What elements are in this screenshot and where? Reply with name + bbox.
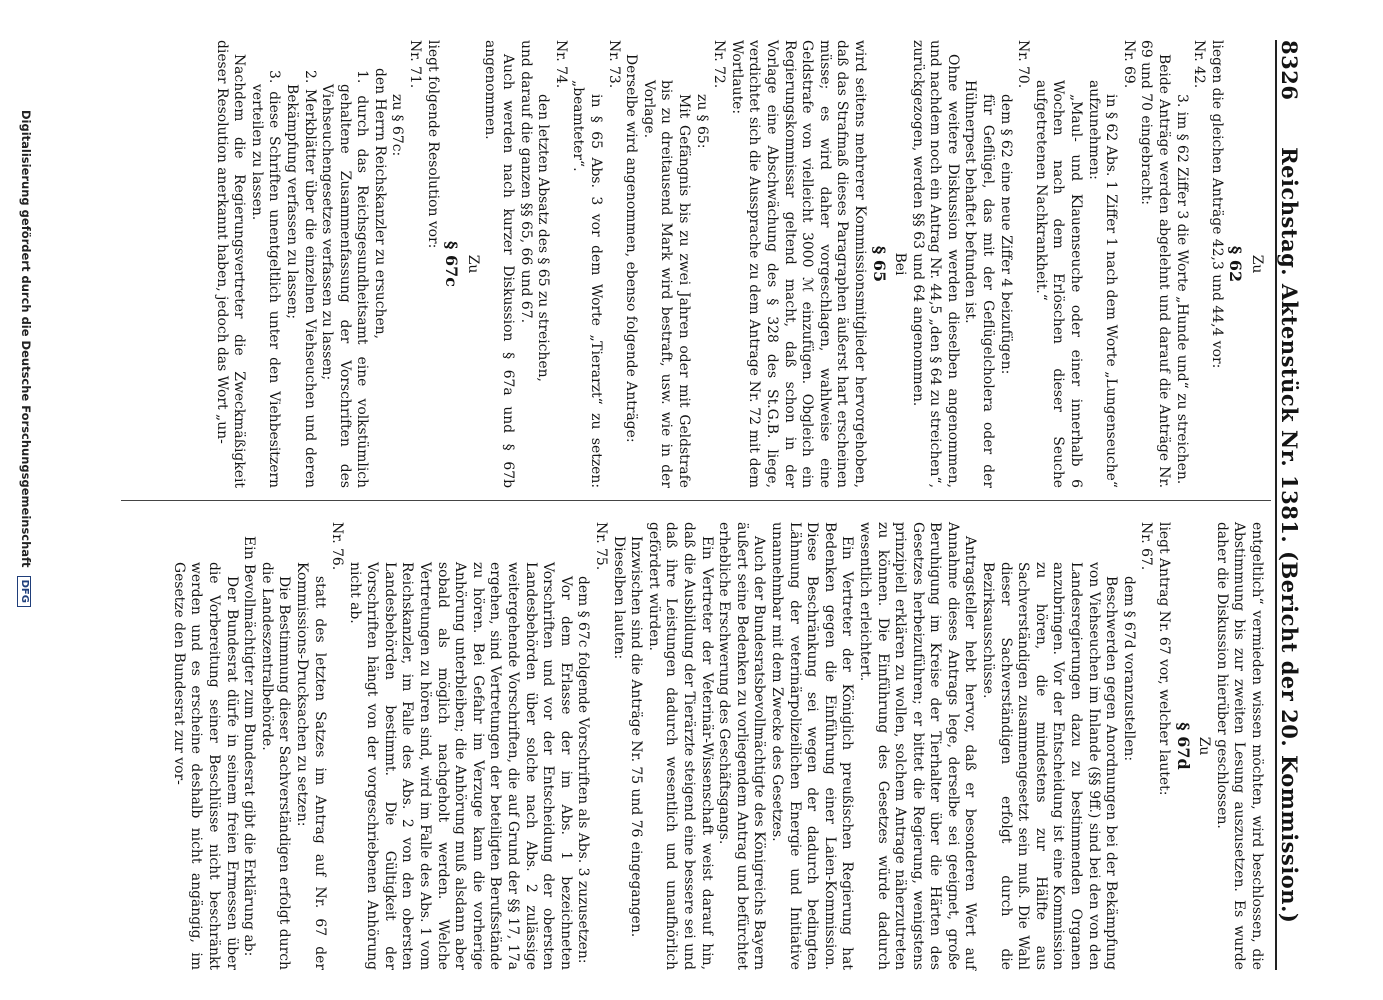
motion-text: statt des letzten Satzes im Antrag auf Nr. 67 der Kommissions-Drucksachen zu setzen: [293, 562, 328, 970]
heading-zu: Zu [464, 254, 481, 274]
paragraph: Dieselben lauten: [610, 536, 627, 660]
section-heading-65: § 65 [869, 245, 889, 283]
paragraph: und darauf die ganzen §§ 65, 66 und 67. [517, 40, 534, 323]
motion-number: Nr. 70. [1015, 40, 1032, 89]
motion-text: Mit Gefängnis bis zu zwei Jahren oder mit Geldstrafe bis zu dreitausend Mark wird bestraft, usw. wie in der Vorlage. [640, 80, 692, 488]
digitization-credit [17, 110, 33, 1000]
paragraph: liegt folgende Resolution vor: [424, 40, 441, 249]
heading-zu: Zu [1196, 736, 1213, 756]
motion-text: in § 62 Abs. 1 Ziffer 1 nach dem Worte „Lungenseuche“ aufzunehmen: [1085, 80, 1120, 488]
page-number: 8326 [1277, 40, 1302, 101]
motion-number: Nr. 75. [593, 522, 610, 571]
dfg-logo: DFG [17, 576, 31, 607]
motion-number: Nr. 69. [1120, 40, 1137, 89]
heading-zu: Zu [1249, 254, 1265, 274]
paragraph: Beide Anträge werden abgelehnt und darauf die Anträge Nr. 69 und 70 eingebracht: [1138, 40, 1173, 488]
paragraph: wird seitens mehrerer Kommissionsmitglieder hervorgehoben, daß das Strafmaß dieses Paragraphen äußerst hart erscheinen müsse; es wird daher vorgeschlagen, wahlweise eine Geldstrafe von vielleicht 3000 ℳ einzufügen. Obgleich ein Regierungskommissar geltend macht, daß schon in der Vorlage eine Abschwächung des § 328 des St.G.B. liege, verdichtet sich die Aussprache zu dem Antrage Nr. 72 mit dem Wortlaute: [728, 40, 868, 488]
motion-text: zu § 67c: [389, 94, 406, 157]
motion-text: dem § 67c folgende Vorschriften als Abs. 3 zuzusetzen: [575, 576, 592, 964]
column-divider [121, 500, 1271, 501]
paragraph: liegen die gleichen Anträge 42,3 und 44,4 vor: [1208, 40, 1225, 369]
motion-text: Die Bestimmung dieser Sachverständigen erfolgt durch die Landeszentralbehörde. [258, 562, 293, 970]
motion-text: den Herrn Reichskanzler zu ersuchen, [371, 68, 388, 340]
motion-text: Der Bundesrat dürfe in seinem freien Ermessen über die Vorbereitung seiner Beschlüsse nicht beschränkt werden und es erscheine deshalb nicht angängig, im Gesetze den Bundesrat zur vor- [170, 562, 240, 970]
paragraph: Ein Vertreter der Königlich preußischen Regierung hat Bedenken gegen die Einführung einer Laien-Kommission. Diese Beschränkung sei wegen der dadurch bedingten Lähmung der veterinärpolizeilichen Energie und Initiative unannehmbar mit dem Zwecke des Gesetzes. [768, 522, 856, 970]
section-heading-67d: § 67d [1173, 722, 1193, 770]
paragraph: Nachdem die Regierungsvertreter die Zweckmäßigkeit dieser Resolution anerkannt haben, jedoch das Wort „un- [213, 40, 248, 488]
motion-text: dem § 62 eine neue Ziffer 4 beizufügen: [997, 94, 1014, 375]
right-column [169, 522, 1265, 970]
heading-bei: Bei [892, 252, 909, 276]
paragraph: Ein Vertreter der Veterinär-Wissenschaft weist darauf hin, daß die Ausbildung der Tierärzte steigend eine bessere sei und daß ihre Leistungen dadurch wesentlich und unaufhörlich gefördert würden. [645, 522, 715, 970]
paragraph: liegt Antrag Nr. 67 vor, welcher lautet: [1156, 522, 1173, 796]
motion-text: zu § 65: [693, 94, 710, 149]
section-heading-67c: § 67c [442, 241, 462, 287]
motion-number: Nr. 72. [711, 40, 728, 89]
motion-number: Nr. 76. [329, 522, 346, 571]
motion-text: dem § 67d voranzustellen: [1120, 576, 1137, 762]
paragraph: Ohne weitere Diskussion werden dieselben angenommen, und nachdem noch ein Antrag Nr. 44,5 „den § 64 zu streichen“, zurückgezogen, werden §§ 63 und 64 angenommen. [909, 40, 961, 488]
left-column [212, 40, 1265, 488]
motion-text: in § 65 Abs. 3 vor dem Worte „Tierarzt“ zu setzen: „beamteter“. [570, 80, 605, 488]
page-title: Reichstag. Aktenstück Nr. 1381. (Bericht der 20. Kommission.) [1277, 147, 1302, 924]
motion-text: 3. im § 62 Ziffer 3 die Worte „Hunde und“ zu streichen. [1173, 94, 1190, 485]
credit-text: Digitalisierung gefördert durch die Deutsche Forschungsgemeinschaft [19, 110, 33, 568]
motion-text: den letzten Absatz des § 65 zu streichen, [535, 94, 552, 382]
motion-number: Nr. 67. [1138, 522, 1155, 571]
motion-text: Beschwerden gegen Anordnungen bei der Bekämpfung von Viehseuchen im Inlande (§§ 9ff.) sind bei den von den Landesregierungen dazu zu bestimmenden Organen anzubringen. Vor der Entscheidung ist eine Kommission zu hören, die mindestens zur Hälfte aus Sachverständigen zusammengesetzt sein muß. Die Wahl dieser Sachverständigen erfolgt durch die Bezirksausschüsse. [980, 562, 1120, 970]
motion-number: Nr. 74. [552, 40, 569, 89]
paragraph: Derselbe wird angenommen, ebenso folgende Anträge: [623, 54, 640, 443]
list-item: 3. diese Schriften unentgeltlich unter den Viehbesitzern verteilen zu lassen. [248, 70, 283, 488]
motion-number: Nr. 42. [1191, 40, 1208, 89]
paragraph: entgeltlich“ vermieden wissen möchten, wird beschlossen, die Abstimmung bis zur zweiten Lesung auszusetzen. Es wurde daher die Diskussion hierüber geschlossen. [1213, 522, 1265, 970]
motion-text: für Geflügel, das mit der Geflügelcholera oder der Hühnerpest behaftet befunden ist. [962, 80, 997, 488]
paragraph: Ein Bevollmächtigter zum Bundesrat gibt die Erklärung ab: [241, 536, 258, 957]
page-header [1275, 40, 1311, 970]
paragraph: Auch werden nach kurzer Diskussion § 67a und § 67b angenommen. [482, 40, 517, 488]
motion-text: Vor dem Erlasse der im Abs. 1 bezeichneten Vorschriften und vor der Entscheidung der obersten Landesbehörden über solche nach Abs. 2 zulässige weitergehende Vorschriften, die auf Grund der §§ 17, 17a ergehen, sind Vertretungen der beteiligten Berufsstände zu hören. Bei Gefahr im Verzuge kann die vorherige Anhörung unterbleiben; die Anhörung muß alsdann aber sobald als möglich nachgeholt werden. Welche Vertretungen zu hören sind, wird im Falle des Abs. 1 vom Reichskanzler, im Falle des Abs. 2 von den obersten Landesbehörden bestimmt. Die Gültigkeit der Vorschriften hängt von der vorgeschriebenen Anhörung nicht ab. [346, 562, 574, 970]
motion-text: „Maul- und Klauenseuche oder einer innerhalb 6 Wochen nach dem Erlöschen dieser Seuche aufgetretenen Nachkrankheit.“ [1032, 80, 1085, 488]
list-item: 2. Merkblätter über die einzelnen Viehseuchen und deren Bekämpfung verfassen zu lassen; [283, 70, 318, 488]
motion-number: Nr. 71. [407, 40, 424, 89]
motion-number: Nr. 73. [605, 40, 622, 89]
paragraph: Antragsteller hebt hervor, daß er besonderen Wert auf Annahme dieses Antrags lege, derselbe sei geeignet, große Beruhigung im Kreise der Tierhalter über die Härten des Gesetzes herbeizuführen; er bittet die Regierung, wenigstens prinzipiell erklären zu wollen, solchem Antrage näherzutreten zu können. Die Einführung des Gesetzes würde dadurch wesentlich erleichtert. [856, 522, 979, 970]
list-item: 1. durch das Reichsgesundheitsamt eine volkstümlich gehaltene Zusammenfassung der Vorschriften des Viehseuchengesetzes verfassen zu lassen; [319, 70, 371, 488]
paragraph: Inzwischen sind die Anträge Nr. 75 und 76 eingegangen. [628, 536, 645, 938]
paragraph: Auch der Bundesratsbevollmächtigte des Königreichs Bayern äußert seine Bedenken zu vorliegendem Antrag und befürchtet erhebliche Erschwerung des Geschäftsgangs. [716, 522, 768, 970]
section-heading-62: § 62 [1226, 245, 1246, 283]
